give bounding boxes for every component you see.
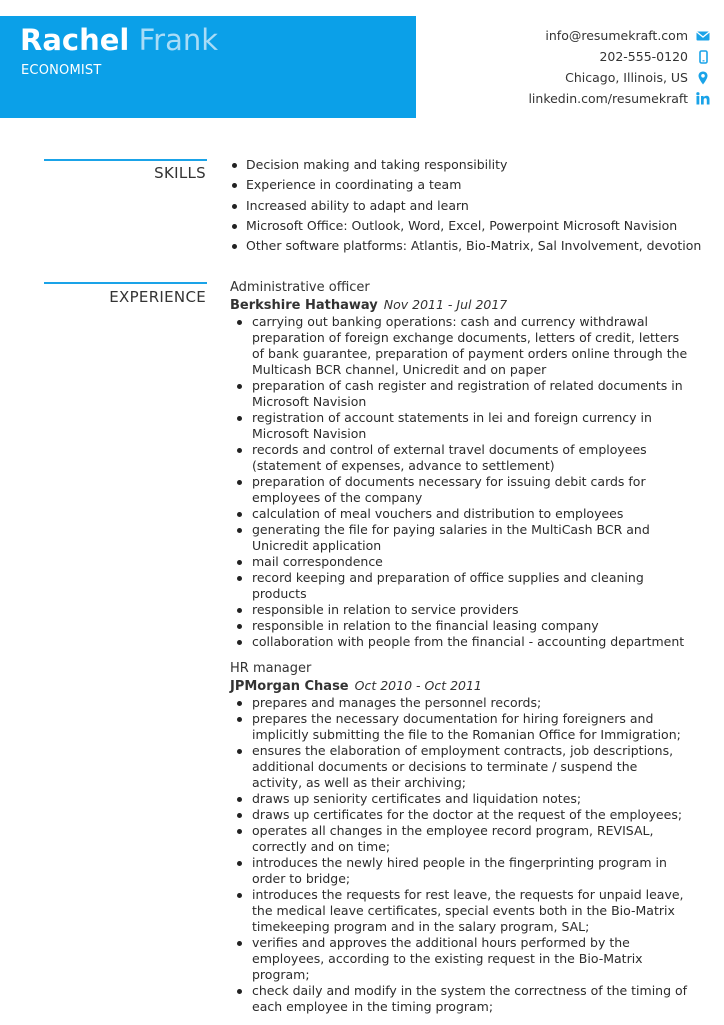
duty-item: responsible in relation to the financial leasing company	[230, 618, 690, 634]
skill-item: Decision making and taking responsibility	[230, 155, 701, 175]
job-entry	[230, 279, 690, 650]
contact-block	[528, 25, 712, 109]
skill-item: Microsoft Office: Outlook, Word, Excel, Powerpoint Microsoft Navision	[230, 216, 701, 236]
contact-location	[528, 67, 712, 88]
job-company-line	[230, 296, 690, 314]
candidate-name	[20, 22, 218, 58]
contact-location-text: Chicago, Illinois, US	[565, 70, 688, 85]
duty-item: record keeping and preparation of office supplies and cleaning products	[230, 570, 690, 602]
contact-phone-text: 202-555-0120	[599, 49, 688, 64]
experience-list	[230, 279, 690, 1025]
duty-item: records and control of external travel documents of employees (statement of expenses, advance to settlement)	[230, 442, 690, 474]
duty-item: collaboration with people from the financial - accounting department	[230, 634, 690, 650]
skills-divider	[44, 159, 207, 161]
duty-item: preparation of cash register and registration of related documents in Microsoft Navision	[230, 378, 690, 410]
email-icon	[694, 31, 712, 41]
duty-item: mail correspondence	[230, 554, 690, 570]
duty-item: generating the file for paying salaries in the MultiCash BCR and Unicredit application	[230, 522, 690, 554]
job-role: Administrative officer	[230, 280, 370, 295]
skills-heading: SKILLS	[154, 164, 206, 182]
duty-item: draws up certificates for the doctor at the request of the employees;	[230, 807, 690, 823]
duty-item: introduces the newly hired people in the fingerprinting program in order to bridge;	[230, 855, 690, 887]
contact-email[interactable]	[528, 25, 712, 46]
duty-item: draws up seniority certificates and liquidation notes;	[230, 791, 690, 807]
contact-linkedin[interactable]	[528, 88, 712, 109]
contact-email-text[interactable]: info@resumekraft.com	[545, 28, 688, 43]
duty-item: responsible in relation to service providers	[230, 602, 690, 618]
duty-item: ensures the elaboration of employment contracts, job descriptions, additional documents or decisions to terminate / suspend the activity, as well as their archiving;	[230, 743, 690, 791]
duty-item: carrying out banking operations: cash and currency withdrawal preparation of foreign exchange documents, letters of credit, letters of bank guarantee, preparation of payment orders online through the Multicash BCR channel, Unicredit and on paper	[230, 314, 690, 378]
skills-list	[230, 155, 701, 256]
duty-item: introduces the requests for rest leave, the requests for unpaid leave, the medical leave certificates, special events both in the Bio-Matrix timekeeping program and in the salary program, SAL;	[230, 887, 690, 935]
job-duties	[230, 695, 690, 1015]
contact-phone	[528, 46, 712, 67]
job-title: ECONOMIST	[21, 63, 102, 78]
job-dates: Nov 2011 - Jul 2017	[383, 297, 508, 312]
first-name: Rachel	[20, 23, 130, 57]
contact-linkedin-text[interactable]: linkedin.com/resumekraft	[528, 91, 688, 106]
duty-item: verifies and approves the additional hours performed by the employees, according to the existing request in the Bio-Matrix program;	[230, 935, 690, 983]
skill-item: Increased ability to adapt and learn	[230, 196, 701, 216]
duty-item: preparation of documents necessary for issuing debit cards for employees of the company	[230, 474, 690, 506]
duty-item: registration of account statements in lei and foreign currency in Microsoft Navision	[230, 410, 690, 442]
duty-item: prepares the necessary documentation for hiring foreigners and implicitly submitting the file to the Romanian Office for Immigration;	[230, 711, 690, 743]
duty-item: operates all changes in the employee record program, REVISAL, correctly and on time;	[230, 823, 690, 855]
last-name: Frank	[138, 23, 219, 57]
linkedin-icon	[694, 92, 712, 105]
phone-icon	[694, 50, 712, 64]
skill-item: Experience in coordinating a team	[230, 175, 701, 195]
job-role: HR manager	[230, 661, 312, 676]
skill-item: Other software platforms: Atlantis, Bio-Matrix, Sal Involvement, devotion	[230, 236, 701, 256]
duty-item: prepares and manages the personnel records;	[230, 695, 690, 711]
job-duties	[230, 314, 690, 650]
job-company: JPMorgan Chase	[230, 679, 349, 694]
job-company: Berkshire Hathaway	[230, 298, 378, 313]
experience-divider	[44, 282, 207, 284]
job-dates: Oct 2010 - Oct 2011	[354, 678, 482, 693]
job-company-line	[230, 677, 690, 695]
duty-item: check daily and modify in the system the correctness of the timing of each employee in the timing program;	[230, 983, 690, 1015]
experience-heading: EXPERIENCE	[109, 288, 206, 306]
duty-item: calculation of meal vouchers and distribution to employees	[230, 506, 690, 522]
location-pin-icon	[694, 71, 712, 85]
job-entry	[230, 660, 690, 1015]
